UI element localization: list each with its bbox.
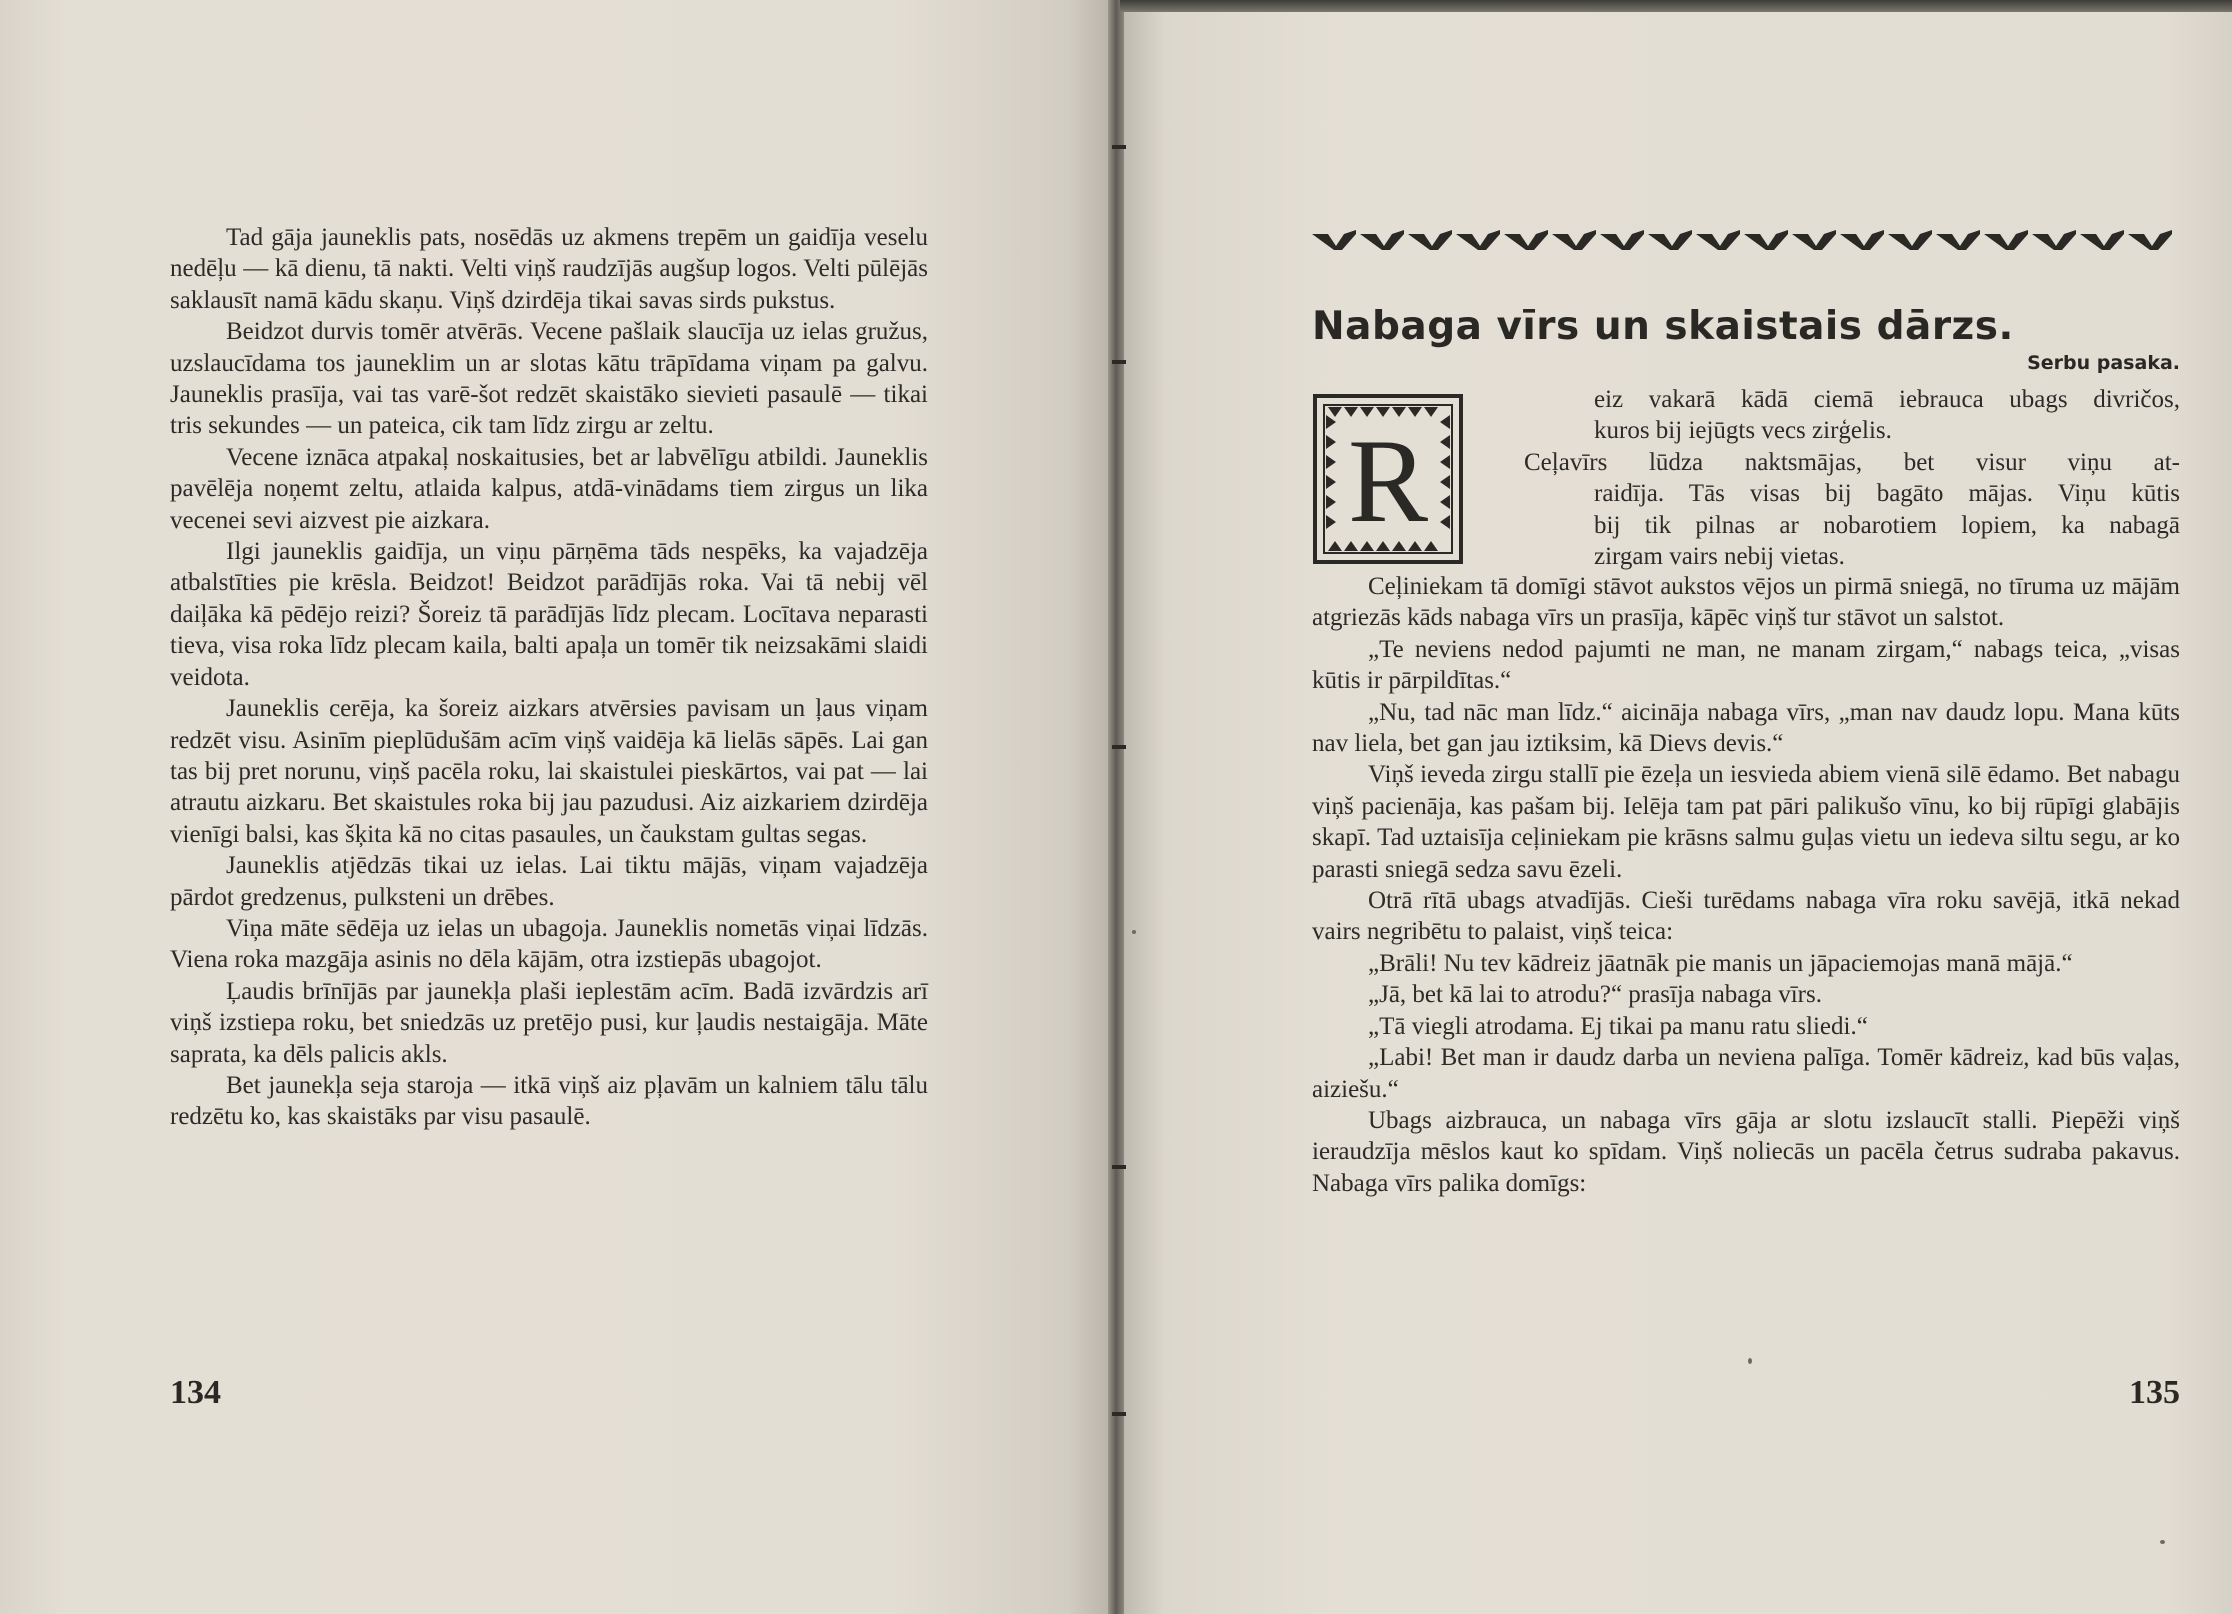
- binding-stitch: [1112, 1165, 1126, 1169]
- first-paragraph-line: bij tik pilnas ar nobarotiem lopiem, ka nabagā: [1594, 511, 2180, 539]
- ornament-segment: [1936, 230, 1980, 250]
- paragraph: Ļaudis brīnījās par jaunekļa plaši ieplestām acīm. Badā izvārdzis arī viņš izstiepa roku, bet sniedzās uz pretējo pusi, kur ļaudis nestaigāja. Māte saprata, ka dēls palicis akls.: [170, 977, 928, 1068]
- first-paragraph-line: Ceļavīrs lūdza naktsmājas, bet visur viņu at-: [1524, 448, 2180, 476]
- binding-stitch: [1112, 745, 1126, 749]
- paragraph: „Jā, bet kā lai to atrodu?“ prasīja nabaga vīrs.: [1368, 981, 1822, 1009]
- right-page: [1120, 0, 2232, 1614]
- ornament-segment: [1312, 230, 1356, 250]
- first-paragraph: [1312, 384, 2180, 572]
- paragraph: Jauneklis cerēja, ka šoreiz aizkars atvērsies pavisam un ļaus viņam redzēt visu. Asinīm pieplūdušām acīm viņš vaidēja kā lielās sāpēs. Lai gan tas bij pret norunu, viņš pacēla roku, lai skaistulei pieskārtos, vai pat — lai atrautu aizkaru. Bet skaistules roka bij jau pazudusi. Aiz aizkariem dzirdēja vienīgi balsi, kas šķita kā no citas pasaules, un čaukstam gultas segas.: [170, 695, 928, 848]
- page-number-left: 134: [170, 1374, 221, 1411]
- paper-speck: [1132, 930, 1136, 934]
- paragraph: „Brāli! Nu tev kādreiz jāatnāk pie manis un jāpaciemojas manā mājā.“: [1368, 949, 2073, 977]
- paragraph: Viņa māte sēdēja uz ielas un ubagoja. Jauneklis nometās viņai līdzās. Viena roka mazgāja asinis no dēla kājām, otra izstiepās ubagojot.: [170, 914, 928, 974]
- paper-speck: [1748, 1358, 1752, 1364]
- book-gutter: [1108, 0, 1124, 1614]
- page-number-right: 135: [2129, 1374, 2180, 1411]
- paragraph: Bet jaunekļa seja staroja — itkā viņš aiz pļavām un kalniem tālu tālu redzētu ko, kas skaistāks par visu pasaulē.: [170, 1071, 928, 1131]
- first-paragraph-line: raidīja. Tās visas bij bagāto mājas. Viņu kūtis: [1594, 480, 2180, 508]
- paper-speck: [2160, 1540, 2165, 1544]
- ornament-segment: [1984, 230, 2028, 250]
- ornament-segment: [2032, 230, 2076, 250]
- drop-cap-letter: R: [1347, 414, 1429, 547]
- paragraph: Viņš ieveda zirgu stallī pie ēzeļa un iesvieda abiem vienā silē ēdamo. Bet nabagu viņš pacienāja, kas pašam bij. Ielēja tam pat pāri palikušo vīnu, ko bij rūpīgi glabājis skapī. Tad uztaisīja ceļiniekam pie krāsns salmu guļas vietu un iedeva siltu segu, ar ko parasti sniegā sedza savu ēzeli.: [1312, 761, 2180, 883]
- story-title: Nabaga vīrs un skaistais dārzs.: [1312, 304, 2014, 349]
- ornament-segment: [1600, 230, 1644, 250]
- ornament-segment: [1648, 230, 1692, 250]
- paragraph: „Labi! Bet man ir daudz darba un neviena palīga. Tomēr kādreiz, kad būs vaļas, aiziešu.“: [1312, 1044, 2180, 1103]
- ornament-segment: [1456, 230, 1500, 250]
- binding-stitch: [1112, 145, 1126, 149]
- paragraph: „Tā viegli atrodama. Ej tikai pa manu ratu sliedi.“: [1368, 1012, 1868, 1040]
- paragraph: Otrā rītā ubags atvadījās. Cieši turēdams nabaga vīra roku savējā, itkā nekad vairs negribētu to palaist, viņš teica:: [1312, 887, 2180, 946]
- first-paragraph-line: zirgam vairs nebij vietas.: [1594, 543, 1845, 571]
- ornament-segment: [2080, 230, 2124, 250]
- first-paragraph-line: eiz vakarā kādā ciemā iebrauca ubags divričos,: [1594, 386, 2180, 413]
- paragraph: Tad gāja jauneklis pats, nosēdās uz akmens trepēm un gaidīja veselu nedēļu — kā dienu, tā nakti. Velti viņš raudzījās augšup logos. Velti pūlējās saklausīt namā kādu skaņu. Viņš dzirdēja tikai savas sirds pukstus.: [170, 224, 928, 314]
- ornament-segment: [1504, 230, 1548, 250]
- paragraph: Ceļiniekam tā domīgi stāvot aukstos vējos un pirmā sniegā, no tīruma uz mājām atgriezās kāds nabaga vīrs un prasīja, kāpēc viņš tur stāvot un salstot.: [1312, 573, 2180, 632]
- left-page: [0, 0, 1112, 1614]
- ornament-segment: [1840, 230, 1884, 250]
- left-page-text: [170, 222, 928, 1133]
- page-top-shadow: [1120, 0, 2232, 12]
- ornament-segment: [1696, 230, 1740, 250]
- ornament-segment: [1744, 230, 1788, 250]
- paragraph: Jauneklis atjēdzās tikai uz ielas. Lai tiktu mājās, viņam vajadzēja pārdot gredzenus, pulksteni un drēbes.: [170, 852, 928, 911]
- right-page-text: [1312, 571, 2180, 1199]
- paragraph: Beidzot durvis tomēr atvērās. Vecene pašlaik slaucīja uz ielas gružus, uzslaucīdama tos jauneklim un ar slotas kātu trāpīdama viņam pa galvu. Jauneklis prasīja, vai tas varē-šot redzēt skaistāko sievieti pasaulē — tikai tris sekundes — un pateica, cik tam līdz zirgu ar zeltu.: [170, 318, 928, 440]
- binding-stitch: [1112, 360, 1126, 364]
- ornament-segment: [1552, 230, 1596, 250]
- ornament-segment: [1408, 230, 1452, 250]
- ornament-segment: [1888, 230, 1932, 250]
- ornament-border-icon: [1312, 228, 2180, 254]
- paragraph: „Te neviens nedod pajumti ne man, ne manam zirgam,“ nabags teica, „visas kūtis ir pārpildītas.“: [1312, 635, 2180, 695]
- story-subtitle: Serbu pasaka.: [2027, 352, 2180, 374]
- paragraph: Ilgi jauneklis gaidīja, un viņu pārņēma tāds nespēks, ka vajadzēja atbalstīties pie krēsla. Beidzot! Beidzot parādījās roka. Vai tā nebij vēl daiļāka kā pēdējo reizi? Šoreiz tā parādījās līdz plecam. Locītava neparasti tieva, visa roka līdz plecam kaila, balti apaļa un tomēr tik neizsakāmi slaidi veidota.: [170, 538, 928, 691]
- paragraph: Vecene iznāca atpakaļ noskaitusies, bet ar labvēlīgu atbildi. Jauneklis pavēlēja noņemt zeltu, atlaida kalpus, atdā-vinādams tiem zirgus un lika vecenei sevi aizvest pie aizkara.: [170, 443, 928, 534]
- paragraph: „Nu, tad nāc man līdz.“ aicināja nabaga vīrs, „man nav daudz lopu. Mana kūts nav liela, bet gan jau iztiksim, kā Dievs devis.“: [1312, 698, 2180, 758]
- ornament-segment: [1360, 230, 1404, 250]
- first-paragraph-line: kuros bij iejūgts vecs zirģelis.: [1594, 417, 1892, 445]
- ornament-segment: [2128, 230, 2172, 250]
- paragraph: Ubags aizbrauca, un nabaga vīrs gāja ar slotu izslaucīt stalli. Piepēži viņš ieraudzīja mēslos kaut ko spīdam. Viņš noliecās un pacēla četrus sudraba pakavus. Nabaga vīrs palika domīgs:: [1312, 1106, 2180, 1197]
- ornament-segment: [1792, 230, 1836, 250]
- binding-stitch: [1112, 1412, 1126, 1416]
